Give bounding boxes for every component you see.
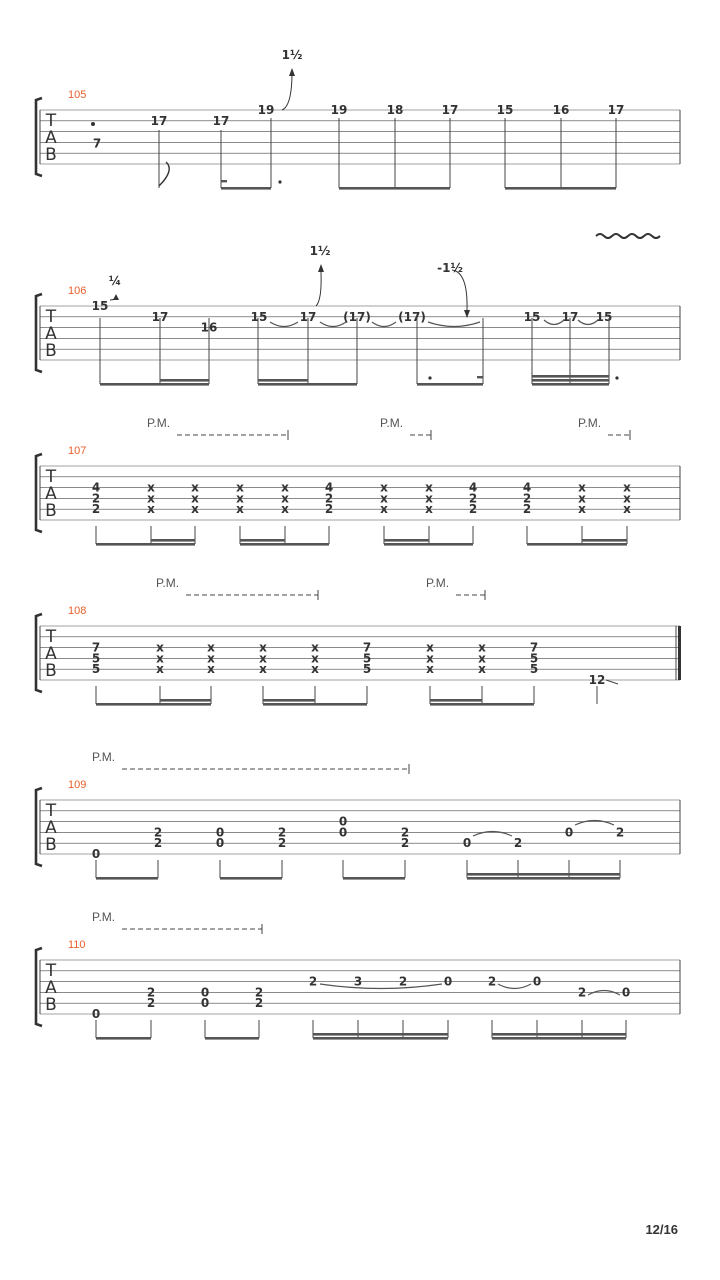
slide-fret: 12 — [588, 673, 606, 687]
fret-number: 0 — [91, 847, 101, 861]
chord-fret: x — [478, 662, 486, 677]
tab-clef-letter: A — [45, 324, 57, 344]
beam — [258, 379, 308, 382]
beam — [96, 543, 195, 546]
beam — [313, 1033, 448, 1036]
fret-number: 17 — [299, 309, 317, 324]
tab-clef-letter: T — [45, 801, 57, 821]
chord-fret: x — [478, 651, 486, 666]
chord-fret: 5 — [362, 651, 372, 666]
chord-fret: x — [578, 480, 586, 495]
beam — [430, 703, 534, 706]
beam — [384, 543, 473, 546]
tab-clef-letter: B — [45, 661, 57, 681]
chord-fret: 2 — [522, 491, 532, 506]
beam — [151, 539, 195, 542]
chord-fret: 2 — [324, 502, 334, 517]
fret-number: 2 — [513, 836, 523, 851]
chord-fret: x — [236, 480, 244, 495]
chord-fret: 4 — [468, 480, 478, 495]
fret-number: 0 — [338, 814, 348, 829]
chord-fret: 4 — [91, 480, 101, 495]
beam — [96, 877, 158, 880]
fret-number: 17 — [607, 103, 625, 117]
page-number: 12/16 — [645, 1222, 678, 1237]
tab-clef-letter: B — [45, 145, 57, 165]
fret-number: 15 — [91, 299, 109, 313]
slide-line — [606, 680, 618, 684]
beam — [160, 379, 209, 382]
chord-fret: 5 — [362, 662, 372, 677]
measure-number: 106 — [68, 285, 87, 297]
tab-clef-letter: A — [45, 484, 57, 504]
fret-number: 17 — [212, 113, 230, 128]
beam — [430, 699, 482, 702]
fret-number: 3 — [353, 974, 363, 989]
beam — [100, 383, 209, 386]
fret-number: 0 — [91, 1007, 101, 1021]
fret-number: 15 — [496, 103, 514, 117]
tab-clef-letter: B — [45, 341, 57, 361]
beam — [492, 1037, 626, 1040]
beam — [160, 699, 211, 702]
beam — [220, 877, 282, 880]
chord-fret: x — [426, 662, 434, 677]
beam — [532, 383, 609, 386]
beam — [582, 539, 627, 542]
tab-clef-letter: B — [45, 835, 57, 855]
fret-number: 2 — [254, 985, 264, 1000]
beam — [532, 379, 609, 382]
dot — [278, 180, 281, 183]
chord-fret: 7 — [362, 640, 372, 655]
beam — [240, 539, 285, 542]
beam — [527, 543, 627, 546]
chord-fret: 2 — [91, 502, 101, 517]
fret-number: 15 — [595, 309, 613, 324]
tab-clef-letter: A — [45, 978, 57, 998]
chord-fret: x — [191, 502, 199, 517]
tie-arc — [588, 991, 620, 996]
fret-number: 17 — [150, 113, 168, 128]
chord-fret: x — [236, 491, 244, 506]
fret-number: 19 — [330, 103, 348, 117]
measure-number: 110 — [68, 939, 86, 951]
chord-fret: x — [425, 491, 433, 506]
tie-arc — [270, 322, 298, 327]
measure-number: 107 — [68, 445, 87, 457]
fret-number: 0 — [462, 836, 472, 851]
chord-fret: x — [191, 491, 199, 506]
fret-number: 18 — [386, 103, 404, 117]
beam — [221, 187, 271, 190]
chord-fret: x — [259, 662, 267, 677]
beam — [467, 877, 620, 880]
chord-fret: x — [578, 491, 586, 506]
fret-number: 2 — [400, 825, 410, 840]
fret-number: (17) — [343, 309, 371, 324]
palm-mute-label: P.M. — [147, 416, 171, 430]
chord-fret: x — [425, 502, 433, 517]
chord-fret: x — [281, 491, 289, 506]
chord-fret: 7 — [529, 640, 539, 655]
fret-number: 15 — [250, 309, 268, 324]
tie-arc — [372, 322, 396, 327]
chord-fret: x — [380, 502, 388, 517]
beam — [384, 539, 429, 542]
chord-fret: x — [207, 651, 215, 666]
fret-number: 0 — [564, 825, 574, 840]
chord-fret: 2 — [91, 491, 101, 506]
tab-system — [36, 285, 680, 372]
beam-stub — [221, 180, 227, 182]
chord-fret: x — [191, 480, 199, 495]
chord-fret: x — [259, 651, 267, 666]
fret-number: 17 — [151, 309, 169, 324]
chord-fret: x — [623, 480, 631, 495]
fret-number: 0 — [443, 974, 453, 989]
chord-fret: x — [311, 651, 319, 666]
measure-number: 105 — [68, 89, 87, 101]
fret-number: 2 — [398, 974, 408, 989]
tab-clef-letter: B — [45, 501, 57, 521]
fret-number: 2 — [146, 996, 156, 1011]
bend-curve — [316, 272, 321, 306]
measure-number: 109 — [68, 779, 87, 791]
fret-number: 2 — [308, 974, 318, 989]
fret-number: 2 — [153, 825, 163, 840]
chord-fret: x — [425, 480, 433, 495]
tab-clef-letter: T — [45, 627, 57, 647]
palm-mute-label: P.M. — [156, 576, 180, 590]
chord-fret: 4 — [522, 480, 532, 495]
beam — [258, 383, 357, 386]
tab-clef-letter: T — [45, 111, 57, 131]
tab-clef-letter: A — [45, 644, 57, 664]
fret-number: 17 — [441, 103, 459, 117]
beam — [263, 703, 367, 706]
beam — [339, 187, 450, 190]
dot — [428, 376, 431, 379]
fret-number: 0 — [532, 974, 542, 989]
beam — [467, 873, 620, 876]
chord-fret: 2 — [324, 491, 334, 506]
chord-fret: x — [380, 491, 388, 506]
chord-fret: x — [281, 502, 289, 517]
tab-system — [36, 89, 680, 176]
beam — [313, 1037, 448, 1040]
fret-number: 7 — [92, 136, 102, 151]
chord-fret: x — [259, 640, 267, 655]
tab-clef-letter: T — [45, 307, 57, 327]
chord-fret: x — [156, 662, 164, 677]
bend-arrow — [318, 264, 324, 272]
palm-mute-label: P.M. — [380, 416, 404, 430]
chord-fret: x — [311, 662, 319, 677]
fret-number: 19 — [257, 103, 275, 117]
fret-number: 2 — [254, 996, 264, 1011]
chord-fret: 5 — [91, 651, 101, 666]
tie-arc — [320, 322, 346, 327]
tab-clef-letter: T — [45, 961, 57, 981]
tab-clef-letter: T — [45, 467, 57, 487]
bend-label: 1½ — [281, 48, 303, 62]
beam — [263, 699, 315, 702]
dot — [615, 376, 618, 379]
fret-number: 2 — [277, 825, 287, 840]
beam — [492, 1033, 626, 1036]
fret-number: 17 — [561, 309, 579, 324]
beam — [532, 375, 609, 378]
fret-number: (17) — [398, 309, 426, 324]
chord-fret: 5 — [91, 662, 101, 677]
final-barline — [678, 626, 681, 680]
bend-label: -1½ — [437, 261, 463, 275]
fret-number: 2 — [487, 974, 497, 989]
beam — [240, 543, 329, 546]
palm-mute-label: P.M. — [92, 750, 116, 764]
chord-fret: x — [147, 502, 155, 517]
flag — [159, 162, 169, 186]
tie-arc — [428, 322, 480, 327]
tab-system — [36, 605, 680, 692]
palm-mute-label: P.M. — [92, 910, 116, 924]
palm-mute-label: P.M. — [426, 576, 450, 590]
beam — [505, 187, 616, 190]
tab-clef-letter: B — [45, 995, 57, 1015]
grace-dot — [91, 122, 95, 126]
tie-arc — [575, 821, 614, 826]
fret-number: 0 — [621, 985, 631, 1000]
fret-number: 2 — [400, 836, 410, 851]
fret-number: 2 — [615, 825, 625, 840]
measure-number: 108 — [68, 605, 87, 617]
fret-number: 0 — [338, 825, 348, 840]
fret-number: 2 — [577, 985, 587, 1000]
chord-fret: x — [207, 640, 215, 655]
beam — [417, 383, 483, 386]
bend-label: ¼ — [108, 274, 122, 288]
fret-number: 2 — [277, 836, 287, 851]
tab-clef-letter: A — [45, 818, 57, 838]
beam — [205, 1037, 259, 1040]
chord-fret: x — [156, 640, 164, 655]
fret-number: 2 — [153, 836, 163, 851]
chord-fret: 5 — [529, 651, 539, 666]
chord-fret: 4 — [324, 480, 334, 495]
beam — [343, 877, 405, 880]
beam-stub — [477, 376, 483, 378]
vibrato-mark — [596, 234, 660, 238]
chord-fret: x — [156, 651, 164, 666]
chord-fret: x — [147, 480, 155, 495]
bend-curve — [282, 72, 292, 110]
fret-number: 0 — [215, 836, 225, 851]
chord-fret: 2 — [468, 502, 478, 517]
bend-arrow — [289, 68, 295, 76]
chord-fret: x — [578, 502, 586, 517]
chord-fret: x — [236, 502, 244, 517]
chord-fret: x — [478, 640, 486, 655]
bend-curve — [452, 270, 467, 310]
chord-fret: x — [311, 640, 319, 655]
chord-fret: 2 — [468, 491, 478, 506]
chord-fret: 2 — [522, 502, 532, 517]
fret-number: 16 — [200, 320, 218, 335]
bend-arrow — [113, 294, 119, 300]
chord-fret: x — [623, 491, 631, 506]
beam — [96, 703, 211, 706]
palm-mute-label: P.M. — [578, 416, 602, 430]
fret-number: 16 — [552, 103, 570, 117]
chord-fret: 5 — [529, 662, 539, 677]
chord-fret: 7 — [91, 640, 101, 655]
tie-arc — [498, 984, 531, 989]
tie-arc — [320, 984, 442, 989]
fret-number: 15 — [523, 309, 541, 324]
beam — [96, 1037, 151, 1040]
chord-fret: x — [426, 640, 434, 655]
chord-fret: x — [147, 491, 155, 506]
chord-fret: x — [623, 502, 631, 517]
fret-number: 2 — [146, 985, 156, 1000]
chord-fret: x — [380, 480, 388, 495]
bend-label: 1½ — [309, 244, 331, 258]
fret-number: 0 — [200, 985, 210, 1000]
chord-fret: x — [426, 651, 434, 666]
tab-clef-letter: A — [45, 128, 57, 148]
chord-fret: x — [281, 480, 289, 495]
fret-number: 0 — [215, 825, 225, 840]
fret-number: 0 — [200, 996, 210, 1011]
chord-fret: x — [207, 662, 215, 677]
systems-layer — [36, 48, 681, 1040]
